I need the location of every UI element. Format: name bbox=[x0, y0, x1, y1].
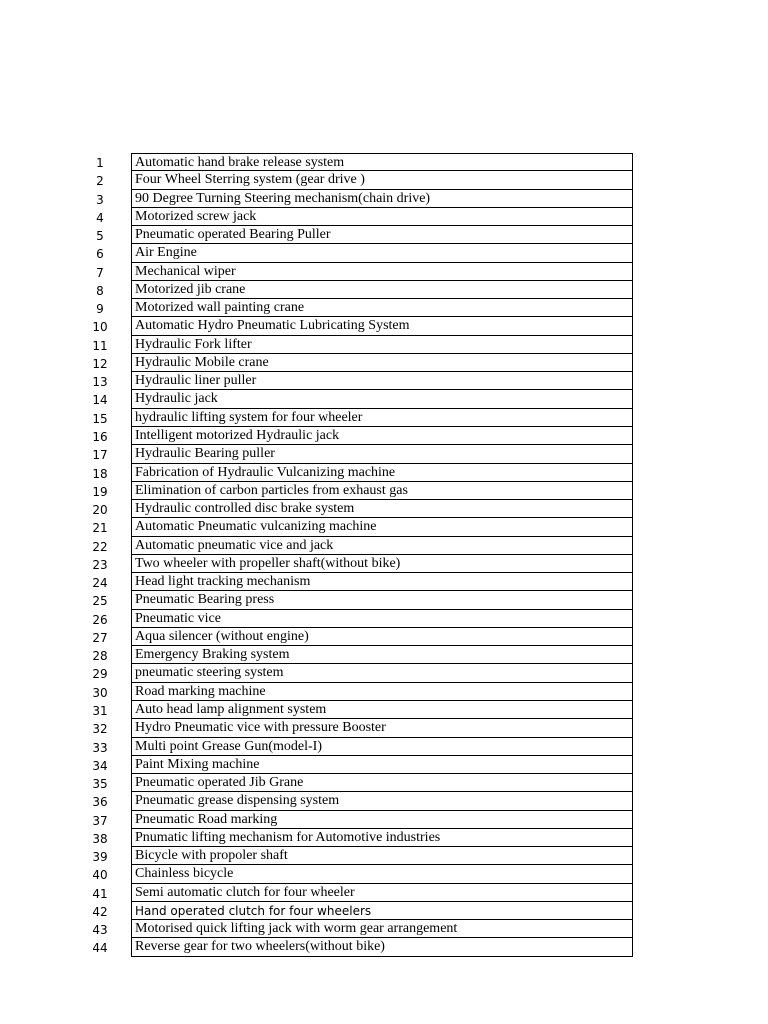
project-title-cell: Hydraulic Fork lifter bbox=[131, 336, 633, 354]
table-row bbox=[0, 409, 768, 427]
project-title-cell: Emergency Braking system bbox=[131, 646, 633, 664]
row-number: 23 bbox=[92, 557, 108, 572]
project-title-cell: Four Wheel Sterring system (gear drive ) bbox=[131, 171, 633, 189]
table-row bbox=[0, 427, 768, 445]
row-number: 15 bbox=[92, 411, 108, 426]
row-number: 6 bbox=[96, 247, 104, 262]
table-row bbox=[0, 920, 768, 938]
project-title-cell: Pneumatic Road marking bbox=[131, 811, 633, 829]
project-title-cell: Multi point Grease Gun(model-I) bbox=[131, 738, 633, 756]
project-title-cell: Auto head lamp alignment system bbox=[131, 701, 633, 719]
row-number: 20 bbox=[92, 503, 108, 518]
project-title-cell: Elimination of carbon particles from exhaust gas bbox=[131, 482, 633, 500]
table-row bbox=[0, 902, 768, 920]
row-number: 21 bbox=[92, 521, 108, 536]
project-title-cell: Air Engine bbox=[131, 244, 633, 262]
row-number: 43 bbox=[92, 923, 108, 938]
table-row bbox=[0, 299, 768, 317]
table-row bbox=[0, 354, 768, 372]
row-number: 10 bbox=[92, 320, 108, 335]
project-title-cell: Fabrication of Hydraulic Vulcanizing machine bbox=[131, 464, 633, 482]
table-row bbox=[0, 336, 768, 354]
project-title-cell: Bicycle with propoler shaft bbox=[131, 847, 633, 865]
table-row bbox=[0, 774, 768, 792]
table-row bbox=[0, 317, 768, 335]
table-row bbox=[0, 938, 768, 956]
row-number: 29 bbox=[92, 667, 108, 682]
project-title-cell: Semi automatic clutch for four wheeler bbox=[131, 884, 633, 902]
table-row bbox=[0, 646, 768, 664]
table-row bbox=[0, 153, 768, 171]
project-title-cell: Hydraulic Bearing puller bbox=[131, 445, 633, 463]
project-title-cell: Head light tracking mechanism bbox=[131, 573, 633, 591]
project-title-cell: Pneumatic Bearing press bbox=[131, 591, 633, 609]
table-row bbox=[0, 464, 768, 482]
project-title-cell: Pneumatic vice bbox=[131, 610, 633, 628]
project-title-cell: hydraulic lifting system for four wheeler bbox=[131, 409, 633, 427]
project-title-cell: Motorized screw jack bbox=[131, 208, 633, 226]
row-number: 13 bbox=[92, 375, 108, 390]
row-number: 26 bbox=[92, 612, 108, 627]
project-title-cell: Pneumatic grease dispensing system bbox=[131, 792, 633, 810]
row-number: 5 bbox=[96, 229, 104, 244]
row-number: 34 bbox=[92, 758, 108, 773]
table-row bbox=[0, 244, 768, 262]
project-title-cell: Road marking machine bbox=[131, 683, 633, 701]
project-title-cell: Automatic Hydro Pneumatic Lubricating System bbox=[131, 317, 633, 335]
table-row bbox=[0, 884, 768, 902]
row-number: 39 bbox=[92, 850, 108, 865]
table-row bbox=[0, 372, 768, 390]
project-title-cell: Motorised quick lifting jack with worm gear arrangement bbox=[131, 920, 633, 938]
project-title-cell: Chainless bicycle bbox=[131, 865, 633, 883]
row-number: 41 bbox=[92, 886, 108, 901]
project-title-cell: Paint Mixing machine bbox=[131, 756, 633, 774]
project-title-cell: Hydraulic controlled disc brake system bbox=[131, 500, 633, 518]
row-number: 37 bbox=[92, 813, 108, 828]
project-title-cell: Motorized wall painting crane bbox=[131, 299, 633, 317]
row-number: 17 bbox=[92, 448, 108, 463]
table-row bbox=[0, 208, 768, 226]
row-number: 28 bbox=[92, 649, 108, 664]
row-number: 8 bbox=[96, 283, 104, 298]
row-number: 35 bbox=[92, 777, 108, 792]
table-row bbox=[0, 445, 768, 463]
table-row bbox=[0, 591, 768, 609]
project-title-cell: Pneumatic operated Jib Grane bbox=[131, 774, 633, 792]
project-title-cell: Motorized jib crane bbox=[131, 281, 633, 299]
table-row bbox=[0, 847, 768, 865]
row-number: 18 bbox=[92, 466, 108, 481]
table-row bbox=[0, 482, 768, 500]
row-number: 36 bbox=[92, 795, 108, 810]
project-title-cell: Automatic Pneumatic vulcanizing machine bbox=[131, 518, 633, 536]
table-row bbox=[0, 756, 768, 774]
table-row bbox=[0, 226, 768, 244]
row-number: 42 bbox=[92, 904, 108, 919]
project-title-cell: Reverse gear for two wheelers(without bike) bbox=[131, 938, 633, 956]
project-title-cell: Hydro Pneumatic vice with pressure Booster bbox=[131, 719, 633, 737]
row-number: 14 bbox=[92, 393, 108, 408]
row-number: 19 bbox=[92, 484, 108, 499]
row-number: 32 bbox=[92, 722, 108, 737]
table-row bbox=[0, 500, 768, 518]
row-number: 40 bbox=[92, 868, 108, 883]
table-row bbox=[0, 537, 768, 555]
row-number: 30 bbox=[92, 685, 108, 700]
row-number: 27 bbox=[92, 630, 108, 645]
row-number: 3 bbox=[96, 192, 104, 207]
table-row bbox=[0, 610, 768, 628]
project-list-table bbox=[0, 153, 768, 957]
project-title-cell: Hand operated clutch for four wheelers bbox=[131, 902, 633, 920]
row-number: 9 bbox=[96, 302, 104, 317]
table-row bbox=[0, 171, 768, 189]
row-number: 11 bbox=[92, 338, 108, 353]
project-title-cell: Mechanical wiper bbox=[131, 263, 633, 281]
project-title-cell: Hydraulic Mobile crane bbox=[131, 354, 633, 372]
table-row bbox=[0, 811, 768, 829]
project-title-cell: Aqua silencer (without engine) bbox=[131, 628, 633, 646]
row-number: 7 bbox=[96, 265, 104, 280]
row-number: 25 bbox=[92, 594, 108, 609]
table-row bbox=[0, 555, 768, 573]
table-row bbox=[0, 865, 768, 883]
row-number: 1 bbox=[96, 156, 104, 170]
row-number: 4 bbox=[96, 210, 104, 225]
table-row bbox=[0, 628, 768, 646]
row-number: 22 bbox=[92, 539, 108, 554]
table-row bbox=[0, 701, 768, 719]
table-row bbox=[0, 190, 768, 208]
table-row bbox=[0, 263, 768, 281]
table-row bbox=[0, 829, 768, 847]
row-number: 44 bbox=[92, 941, 108, 956]
table-row bbox=[0, 738, 768, 756]
project-title-cell: Hydraulic liner puller bbox=[131, 372, 633, 390]
project-title-cell: Pneumatic operated Bearing Puller bbox=[131, 226, 633, 244]
table-row bbox=[0, 792, 768, 810]
table-row bbox=[0, 664, 768, 682]
row-number: 16 bbox=[92, 429, 108, 444]
project-title-cell: pneumatic steering system bbox=[131, 664, 633, 682]
table-row bbox=[0, 390, 768, 408]
row-number: 31 bbox=[92, 703, 108, 718]
table-row bbox=[0, 573, 768, 591]
table-row bbox=[0, 683, 768, 701]
project-title-cell: 90 Degree Turning Steering mechanism(chain drive) bbox=[131, 190, 633, 208]
project-title-cell: Intelligent motorized Hydraulic jack bbox=[131, 427, 633, 445]
project-title-cell: Automatic pneumatic vice and jack bbox=[131, 537, 633, 555]
project-title-cell: Pnumatic lifting mechanism for Automotive industries bbox=[131, 829, 633, 847]
table-row bbox=[0, 518, 768, 536]
row-number: 2 bbox=[96, 174, 104, 189]
project-title-cell: Automatic hand brake release system bbox=[131, 153, 633, 171]
row-number: 12 bbox=[92, 356, 108, 371]
table-row bbox=[0, 281, 768, 299]
row-number: 38 bbox=[92, 831, 108, 846]
table-row bbox=[0, 719, 768, 737]
row-number: 33 bbox=[92, 740, 108, 755]
project-title-cell: Hydraulic jack bbox=[131, 390, 633, 408]
project-title-cell: Two wheeler with propeller shaft(without bike) bbox=[131, 555, 633, 573]
row-number: 24 bbox=[92, 576, 108, 591]
